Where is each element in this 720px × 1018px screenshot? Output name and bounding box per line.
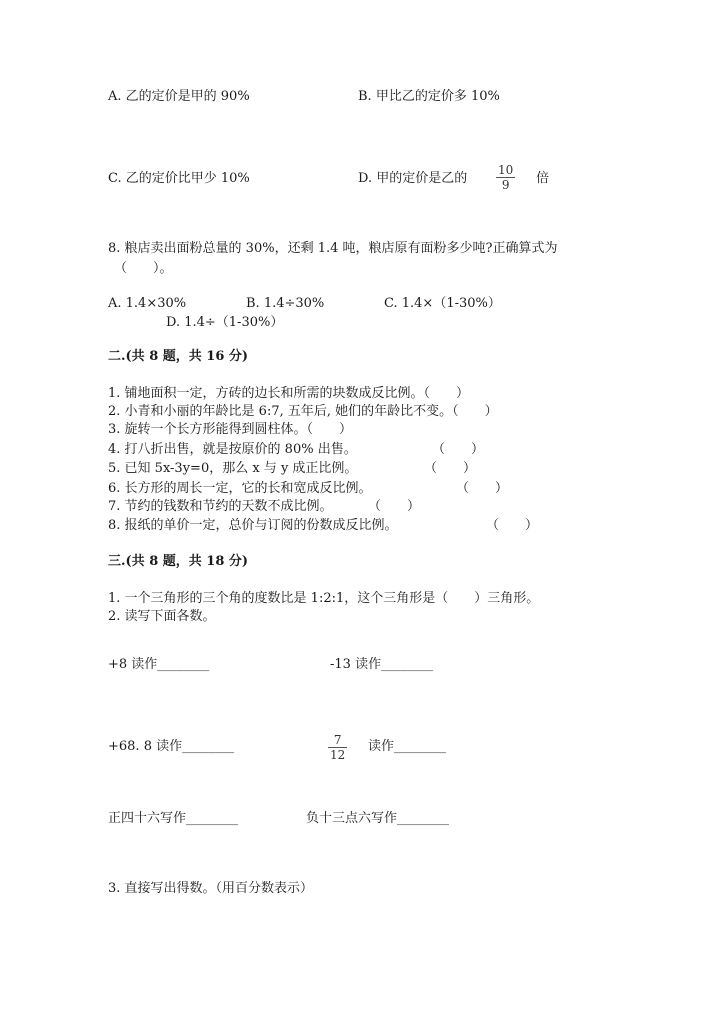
section3-q3: 3. 直接写出得数。（用百分数表示） [108, 881, 314, 896]
section3-title: 三.(共 8 题，共 18 分) [108, 554, 249, 569]
seven-twelfths-fraction [328, 733, 347, 762]
q7-option-a: A. 乙的定价是甲的 90% [108, 89, 250, 104]
section2-item-6-answer: （ ） [456, 481, 509, 496]
section2-item-4-answer: （ ） [432, 442, 485, 457]
section2-item-2: 2. 小青和小丽的年龄比是 6:7, 五年后, 她们的年龄比不变。（ ） [108, 404, 498, 419]
section2-item-4: 4. 打八折出售，就是按原价的 80% 出售。 [108, 442, 357, 457]
q8-option-d: D. 1.4÷（1-30%） [166, 315, 284, 330]
fraction-numerator: 10 [498, 163, 514, 177]
section2-item-7-answer: （ ） [368, 499, 421, 514]
section2-item-5: 5. 已知 5x-3y=0，那么 x 与 y 成正比例。 [108, 461, 358, 476]
q8-option-c: C. 1.4×（1-30%） [384, 296, 501, 311]
q8-option-a: A. 1.4×30% [108, 296, 187, 311]
section2-item-1: 1. 铺地面积一定，方砖的边长和所需的块数成反比例。（ ） [108, 386, 470, 401]
q8-stem-line1: 8. 粮店卖出面粉总量的 30%，还剩 1.4 吨，粮店原有面粉多少吨?正确算式为 [108, 241, 558, 256]
q7-option-c: C. 乙的定价比甲少 10% [108, 171, 250, 186]
write-positive-46: 正四十六写作________ [108, 811, 239, 826]
fraction-denominator: 9 [501, 178, 510, 192]
read-seven-twelfths: 读作________ [368, 739, 447, 754]
q7-option-b: B. 甲比乙的定价多 10% [358, 89, 500, 104]
q7-option-d-suffix: 倍 [536, 171, 550, 186]
read-plus-8: +8 读作________ [108, 657, 210, 672]
q7-option-d-prefix: D. 甲的定价是乙的 [358, 171, 468, 186]
section2-item-7: 7. 节约的钱数和节约的天数不成比例。 [108, 499, 333, 514]
fraction-denominator: 12 [330, 748, 346, 762]
section3-q2: 2. 读写下面各数。 [108, 609, 216, 624]
q7-option-d-fraction [496, 163, 515, 192]
section2-item-8: 8. 报纸的单价一定，总价与订阅的份数成反比例。 [108, 518, 398, 533]
section2-item-3: 3. 旋转一个长方形能得到圆柱体。（ ） [108, 422, 353, 437]
section3-q1: 1. 一个三角形的三个角的度数比是 1:2:1，这个三角形是（ ）三角形。 [108, 591, 540, 606]
q8-option-b: B. 1.4÷30% [246, 296, 325, 311]
read-plus-68-8: +68. 8 读作________ [108, 739, 235, 754]
section2-item-5-answer: （ ） [424, 461, 477, 476]
fraction-numerator: 7 [333, 733, 342, 747]
section2-item-8-answer: （ ） [486, 518, 539, 533]
read-minus-13: -13 读作________ [330, 657, 434, 672]
section2-item-6: 6. 长方形的周长一定，它的长和宽成反比例。 [108, 481, 372, 496]
write-negative-13-6: 负十三点六写作________ [306, 811, 450, 826]
section2-title: 二.(共 8 题，共 16 分) [108, 349, 249, 364]
q8-stem-line2: （ ）。 [114, 261, 173, 276]
